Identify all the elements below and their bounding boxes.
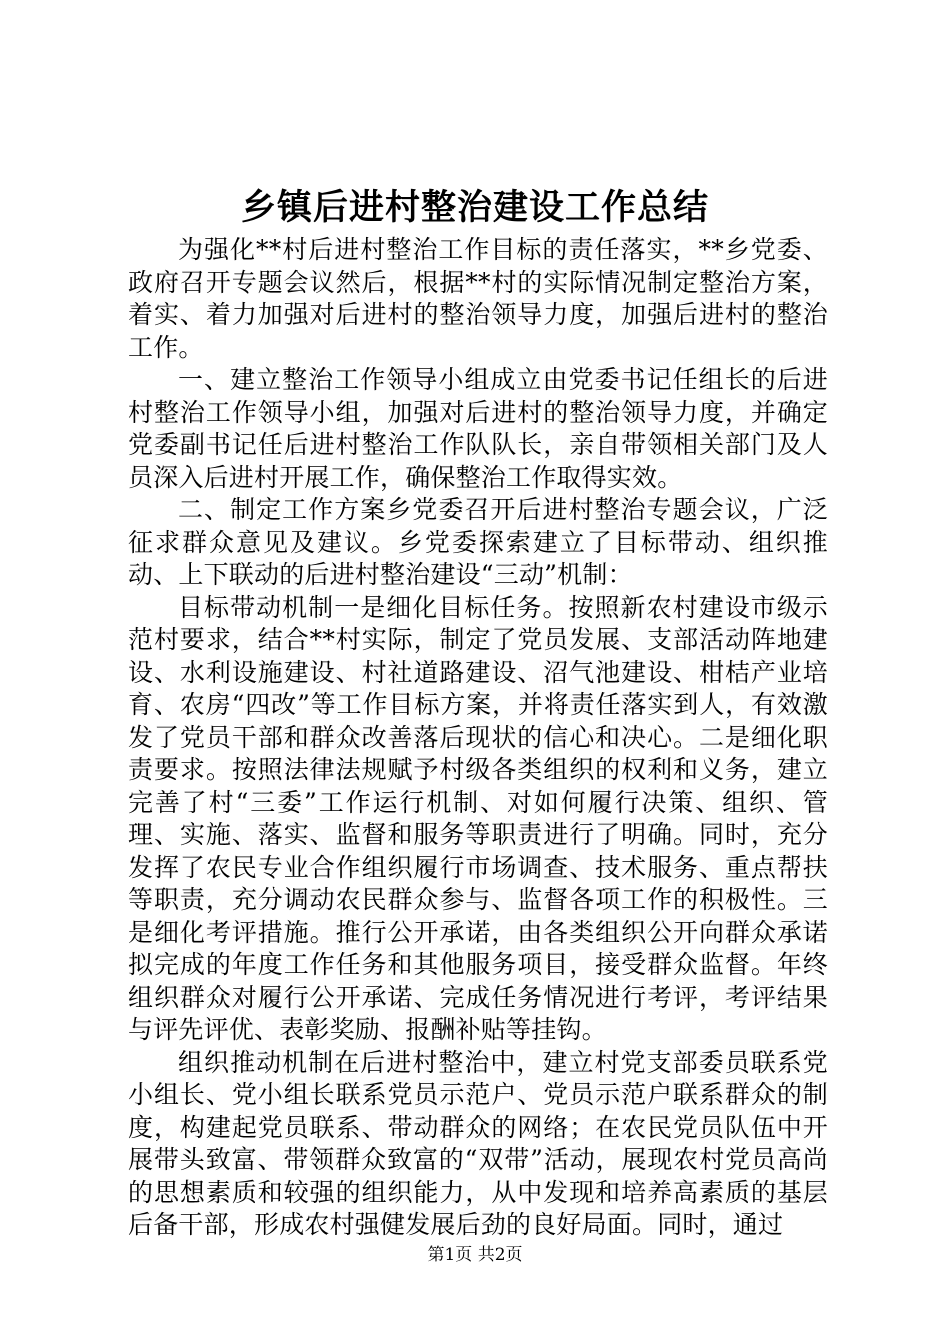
paragraph-section-two: 二、制定工作方案乡党委召开后进村整治专题会议，广泛征求群众意见及建议。乡党委探索建立了目标带动、组织推动、上下联动的后进村整治建设“三动”机制： (128, 495, 828, 589)
paragraph-intro: 为强化**村后进村整治工作目标的责任落实，**乡党委、政府召开专题会议然后，根据**村的实际情况制定整治方案，着实、着力加强对后进村的整治领导力度，加强后进村的整治工作。 (128, 235, 828, 362)
document-title: 乡镇后进村整治建设工作总结 (240, 187, 709, 228)
paragraph-target-mechanism: 目标带动机制一是细化目标任务。按照新农村建设市级示范村要求，结合**村实际，制定了党员发展、支部活动阵地建设、水利设施建设、村社道路建设、沼气池建设、柑桔产业培育、农房“四改”等工作目标方案，并将责任落实到人，有效激发了党员干部和群众改善落后现状的信心和决心。二是细化职责要求。按照法律法规赋予村级各类组织的权利和义务，建立完善了村“三委”工作运行机制、对如何履行决策、组织、管理、实施、落实、监督和服务等职责进行了明确。同时，充分发挥了农民专业合作组织履行市场调查、技术服务、重点帮扶等职责，充分调动农民群众参与、监督各项工作的积极性。三是细化考评措施。推行公开承诺，由各类组织公开向群众承诺拟完成的年度工作任务和其他服务项目，接受群众监督。年终组织群众对履行公开承诺、完成任务情况进行考评，考评结果与评先评优、表彰奖励、报酬补贴等挂钩。 (128, 592, 828, 1044)
paragraph-section-one: 一、建立整治工作领导小组成立由党委书记任组长的后进村整治工作领导小组，加强对后进村的整治领导力度，并确定党委副书记任后进村整治工作队队长，亲自带领相关部门及人员深入后进村开展工作，确保整治工作取得实效。 (128, 365, 828, 492)
paragraph-organization-mechanism: 组织推动机制在后进村整治中，建立村党支部委员联系党小组长、党小组长联系党员示范户、党员示范户联系群众的制度，构建起党员联系、带动群众的网络；在农民党员队伍中开展带头致富、带领群众致富的“双带”活动，展现农村党员高尚的思想素质和较强的组织能力，从中发现和培养高素质的基层后备干部，形成农村强健发展后劲的良好局面。同时，通过 (128, 1047, 828, 1239)
document-body (128, 234, 828, 1242)
page-number-footer: 第1页 共2页 (427, 1245, 523, 1265)
